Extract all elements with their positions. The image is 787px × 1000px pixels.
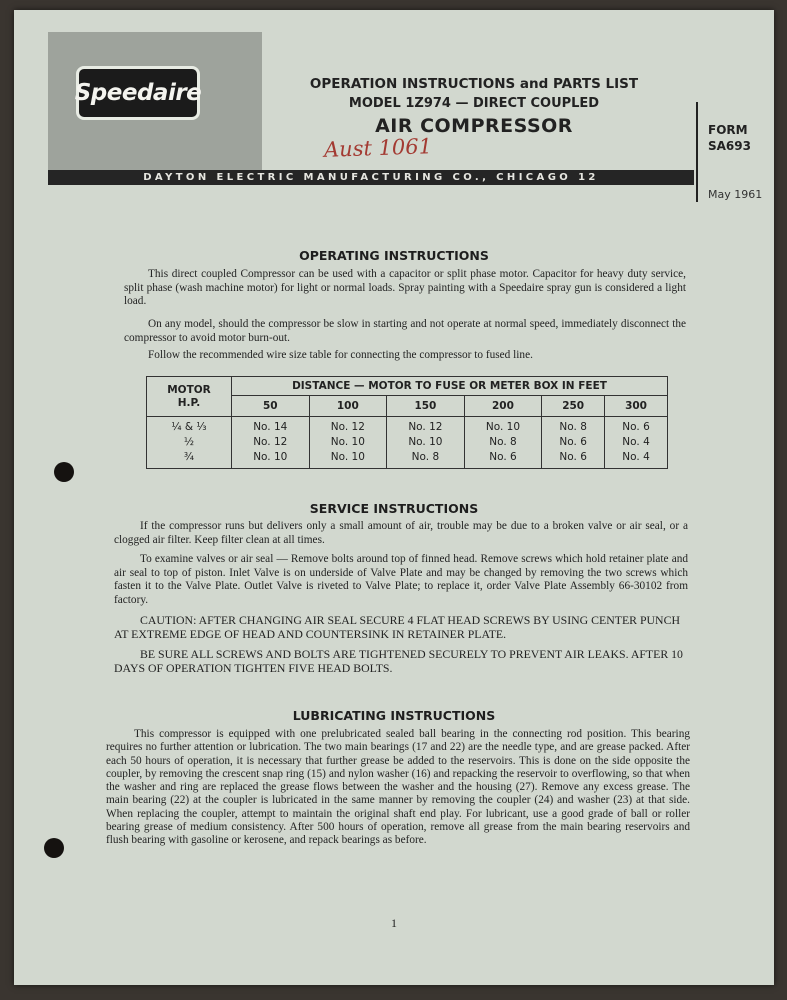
motor-header-line2: H.P. [177,396,201,409]
title-line-2: MODEL 1Z974 — DIRECT COUPLED [348,96,600,111]
distance-50: 50 [232,396,310,417]
lubricating-paragraph: This compressor is equipped with one prelubricated sealed ball bearing in the connecting rod position. This bearing requires no further attention or lubrication. The two main bearings (17 and 22) are the needle type, and are grease packed. After each 50 hours of operation, it is necessary that further grease be added to the reservoirs. This is done on the side opposite the coupler, by removing the crescent snap ring (15) and nylon washer (16) and repacking the reservoir to overflowing, so that when the washer and ring are replaced the grease flows between the washer and the housing (27). Remove any excess grease. The main bearing (22) at the coupler is lubricated in the same manner by removing the coupler (24) and washer (23) at that side. When replacing the coupler, attempt to maintain the original shaft end play. For lubricant, use a good grade of ball or roller bearing grease of medium consistency. After 500 hours of operation, remove all grease from the main bearing reservoirs and flush bearing with gasoline or kerosene, and repack bearings as before. [106,728,690,847]
manufacturer-banner: DAYTON ELECTRIC MANUFACTURING CO., CHICAGO 12 [48,170,694,185]
hp-row-1: ¼ & ⅓ [171,421,207,433]
wire-size-table [146,376,668,469]
wire-size-cell: No. 10 [253,451,288,463]
wire-size-cell: No. 10 [330,451,365,463]
wire-size-cell: No. 8 [559,421,587,433]
motor-header-line1: MOTOR [167,383,211,396]
size-column-50 [232,417,310,469]
wire-size-cell: No. 10 [485,421,521,433]
operating-paragraph-3: Follow the recommended wire size table for connecting the compressor to fused line. [148,349,533,361]
speedaire-logo [76,66,200,120]
distance-100: 100 [309,396,387,417]
size-column-300 [605,417,668,469]
document-title: AIR COMPRESSOR [375,115,573,137]
service-paragraph-2: To examine valves or air seal — Remove bolts around top of finned head. Remove screws which hold retainer plate and air seal to top of piston. Inlet Valve is on underside of Valve Plate and may be changed by removing the two screws which fasten it to the Valve Plate. Outlet Valve is riveted to Valve Plate; to replace it, order Valve Plate Assembly 66-30102 from factory. [114,553,688,606]
caution-tighten-bolts: BE SURE ALL SCREWS AND BOLTS ARE TIGHTENED SECURELY TO PREVENT AIR LEAKS. AFTER 10 DAYS OF OPERATION TIGHTEN FIVE HEAD BOLTS. [114,647,683,675]
distance-header: DISTANCE — MOTOR TO FUSE OR METER BOX IN FEET [232,377,668,396]
size-column-150 [387,417,465,469]
punch-hole-middle [54,462,74,482]
size-column-100 [309,417,387,469]
operating-paragraph-1: This direct coupled Compressor can be used with a capacitor or split phase motor. Capacitor for heavy duty service, split phase (wash machine motor) for light or normal loads. Spray painting with a Speedaire spray gun is considered a light load. [124,268,686,307]
wire-size-cell: No. 12 [330,421,365,433]
wire-size-cell: No. 10 [330,436,365,448]
distance-300: 300 [605,396,668,417]
size-column-200 [464,417,542,469]
handwritten-note: Aust 1061 [323,134,433,162]
hp-column [147,417,232,469]
form-label: FORM [708,123,748,137]
wire-size-cell: No. 4 [622,451,650,463]
logo-text: Speedaire [74,80,202,106]
form-number-block [708,122,751,154]
wire-size-cell: No. 6 [489,451,517,463]
wire-size-cell: No. 12 [408,421,443,433]
distance-250: 250 [542,396,605,417]
punch-hole-bottom [44,838,64,858]
wire-size-cell: No. 6 [622,421,650,433]
operating-paragraph-2: On any model, should the compressor be slow in starting and not operate at normal speed, immediately disconnect the compressor to avoid motor burn-out. [124,318,686,344]
title-line-1: OPERATION INSTRUCTIONS and PARTS LIST [309,76,639,92]
service-paragraph-1: If the compressor runs but delivers only a small amount of air, trouble may be due to a broken valve or air seal, or a clogged air filter. Keep filter clean at all times. [114,520,688,546]
wire-size-cell: No. 8 [411,451,440,463]
form-number: SA693 [708,139,751,153]
wire-size-cell: No. 14 [253,421,288,433]
operating-heading: OPERATING INSTRUCTIONS [299,248,489,263]
motor-hp-header [147,377,232,417]
caution-air-seal: CAUTION: AFTER CHANGING AIR SEAL SECURE 4 FLAT HEAD SCREWS BY USING CENTER PUNCH AT EXTREME EDGE OF HEAD AND COUNTERSINK IN RETAINER PLATE. [114,613,680,641]
lubricating-heading: LUBRICATING INSTRUCTIONS [292,708,496,723]
distance-200: 200 [464,396,542,417]
wire-size-cell: No. 4 [622,436,650,448]
wire-size-cell: No. 12 [253,436,288,448]
wire-size-cell: No. 8 [489,436,517,448]
distance-150: 150 [387,396,465,417]
hp-row-2: ½ [183,436,195,448]
document-page [14,10,774,985]
service-heading: SERVICE INSTRUCTIONS [309,501,479,516]
wire-size-cell: No. 10 [408,436,443,448]
size-column-250 [542,417,605,469]
page-number: 1 [391,916,397,930]
wire-size-cell: No. 6 [559,451,587,463]
form-divider [696,102,698,202]
hp-row-3: ¾ [183,451,195,463]
document-date: May 1961 [708,188,763,201]
wire-size-cell: No. 6 [559,436,587,448]
